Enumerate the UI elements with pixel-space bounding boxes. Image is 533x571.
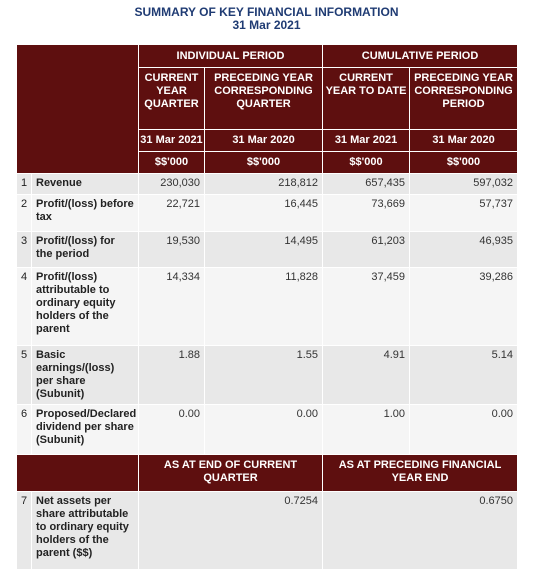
cell-value: 0.00 <box>205 405 323 455</box>
row-number: 6 <box>17 405 32 455</box>
cell-value: 657,435 <box>323 174 410 195</box>
financial-summary-table <box>16 44 518 570</box>
row-number: 5 <box>17 346 32 405</box>
cell-value: 1.55 <box>205 346 323 405</box>
col-current-year-quarter: CURRENT YEAR QUARTER <box>139 68 205 130</box>
cell-value: 57,737 <box>410 195 518 232</box>
cell-value: 73,669 <box>323 195 410 232</box>
cell-value: 19,530 <box>139 232 205 268</box>
cell-value: 5.14 <box>410 346 518 405</box>
cell-value: 0.7254 <box>139 492 323 570</box>
table-row <box>17 232 518 268</box>
section2-header-blank <box>17 455 139 492</box>
row-number: 4 <box>17 268 32 346</box>
cell-value: 14,334 <box>139 268 205 346</box>
as-at-end-current-quarter-header: AS AT END OF CURRENT QUARTER <box>139 455 323 492</box>
cell-value: 230,030 <box>139 174 205 195</box>
cell-value: 0.00 <box>139 405 205 455</box>
row-label: Revenue <box>32 174 139 195</box>
cell-value: 11,828 <box>205 268 323 346</box>
unit-col3: $$'000 <box>323 152 410 174</box>
cell-value: 46,935 <box>410 232 518 268</box>
date-col4: 31 Mar 2020 <box>410 130 518 152</box>
col-preceding-year-period: PRECEDING YEAR CORRESPONDING PERIOD <box>410 68 518 130</box>
cell-value: 1.88 <box>139 346 205 405</box>
row-number: 1 <box>17 174 32 195</box>
table-row <box>17 405 518 455</box>
col-preceding-year-quarter: PRECEDING YEAR CORRESPONDING QUARTER <box>205 68 323 130</box>
unit-col4: $$'000 <box>410 152 518 174</box>
row-label: Profit/(loss) before tax <box>32 195 139 232</box>
row-label: Profit/(loss) attributable to ordinary equity holders of the parent <box>32 268 139 346</box>
unit-col1: $$'000 <box>139 152 205 174</box>
cumulative-period-header: CUMULATIVE PERIOD <box>323 45 518 68</box>
cell-value: 37,459 <box>323 268 410 346</box>
cell-value: 1.00 <box>323 405 410 455</box>
table-row <box>17 195 518 232</box>
date-col1: 31 Mar 2021 <box>139 130 205 152</box>
table-row <box>17 492 518 570</box>
report-title <box>0 0 533 32</box>
row-label: Net assets per share attributable to ordinary equity holders of the parent ($$) <box>32 492 139 570</box>
col-current-year-to-date: CURRENT YEAR TO DATE <box>323 68 410 130</box>
row-number: 7 <box>17 492 32 570</box>
cell-value: 22,721 <box>139 195 205 232</box>
cell-value: 218,812 <box>205 174 323 195</box>
row-label: Profit/(loss) for the period <box>32 232 139 268</box>
report-title-line1: SUMMARY OF KEY FINANCIAL INFORMATION <box>134 5 399 19</box>
row-number: 3 <box>17 232 32 268</box>
cell-value: 597,032 <box>410 174 518 195</box>
individual-period-header: INDIVIDUAL PERIOD <box>139 45 323 68</box>
cell-value: 4.91 <box>323 346 410 405</box>
date-col2: 31 Mar 2020 <box>205 130 323 152</box>
row-label: Basic earnings/(loss) per share (Subunit) <box>32 346 139 405</box>
cell-value: 0.00 <box>410 405 518 455</box>
unit-col2: $$'000 <box>205 152 323 174</box>
cell-value: 16,445 <box>205 195 323 232</box>
report-title-date: 31 Mar 2021 <box>232 18 301 32</box>
table-row <box>17 268 518 346</box>
header-blank <box>17 45 139 174</box>
as-at-preceding-year-end-header: AS AT PRECEDING FINANCIAL YEAR END <box>323 455 518 492</box>
row-number: 2 <box>17 195 32 232</box>
row-label: Proposed/Declared dividend per share (Subunit) <box>32 405 139 455</box>
table-row <box>17 174 518 195</box>
cell-value: 61,203 <box>323 232 410 268</box>
cell-value: 14,495 <box>205 232 323 268</box>
cell-value: 39,286 <box>410 268 518 346</box>
table-row <box>17 346 518 405</box>
cell-value: 0.6750 <box>323 492 518 570</box>
date-col3: 31 Mar 2021 <box>323 130 410 152</box>
